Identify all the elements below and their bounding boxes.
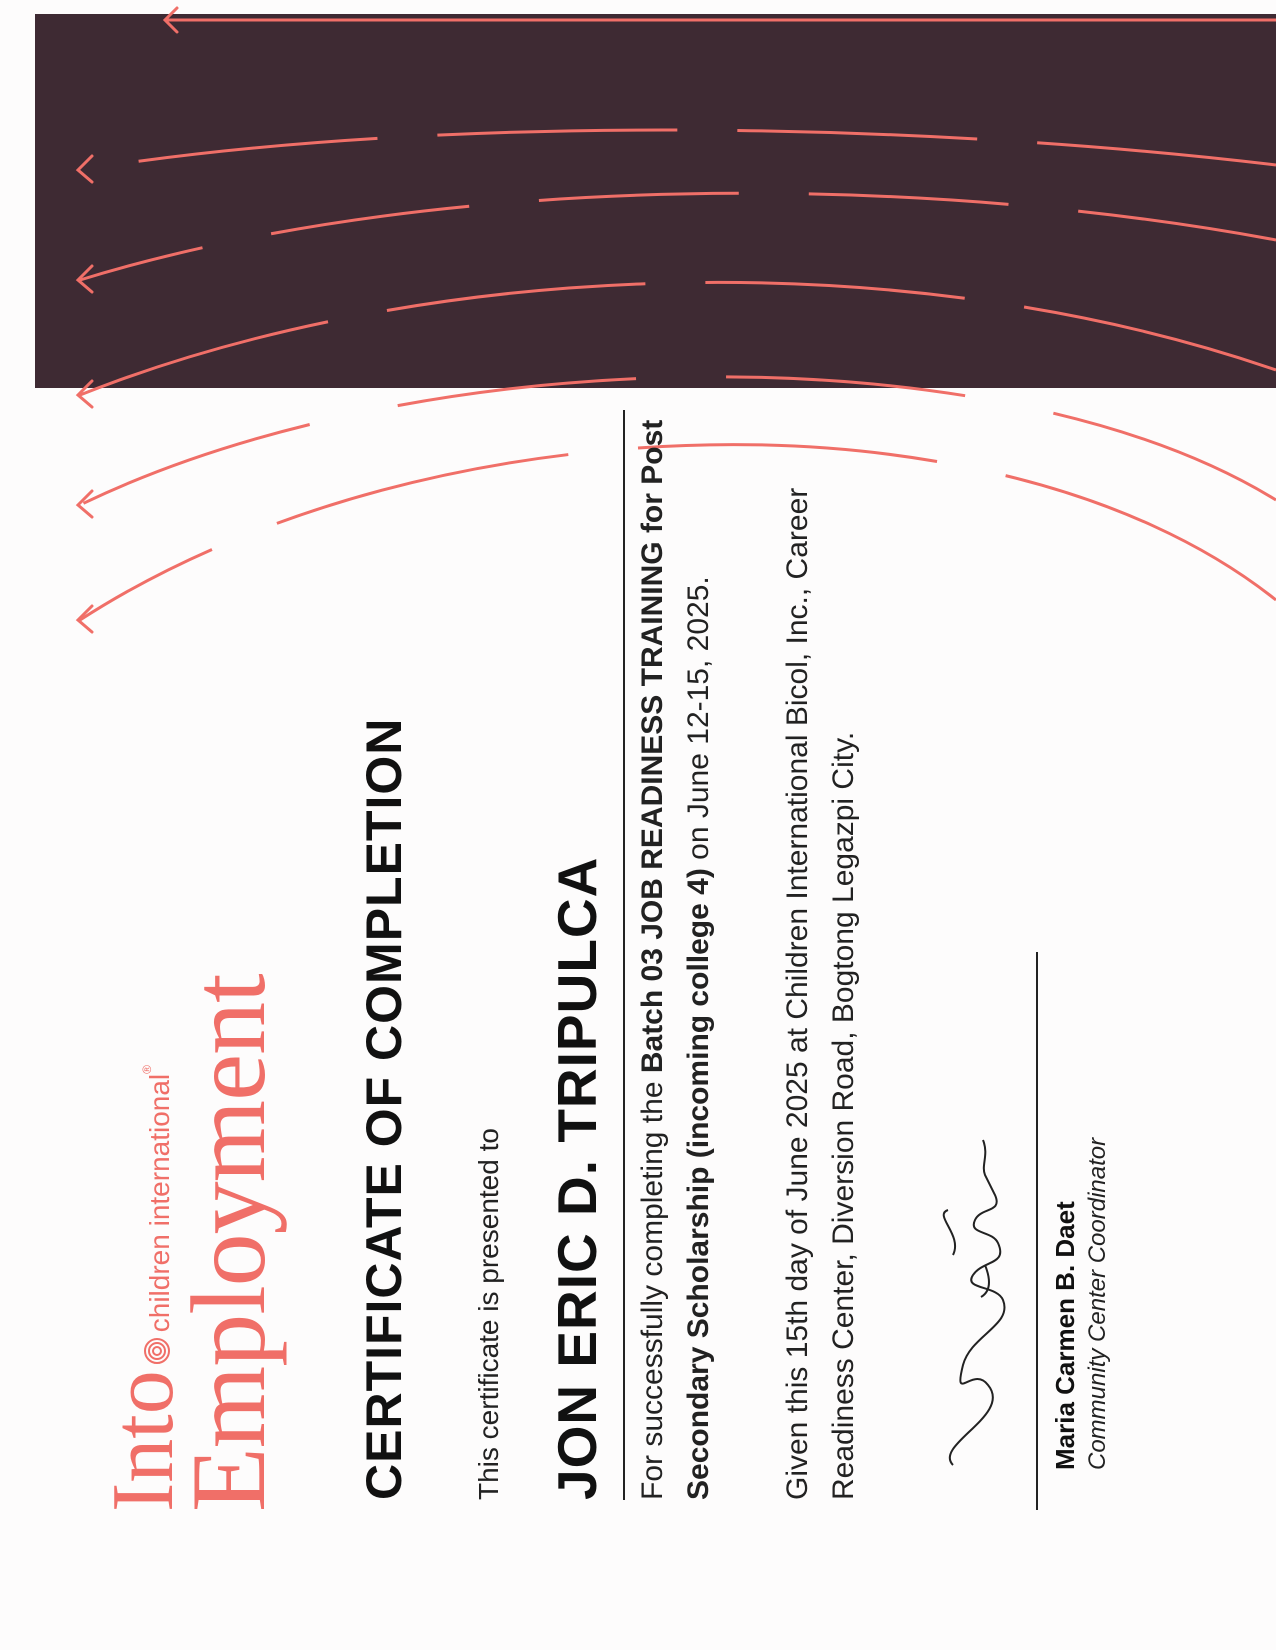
logo-employment-text: Employment — [170, 974, 287, 1512]
completion-statement — [630, 400, 722, 1500]
presented-to-text: This certificate is presented to — [473, 1128, 504, 1500]
signature-image — [893, 1115, 1048, 1475]
signatory-title: Community Center Coordinator — [1084, 1137, 1111, 1470]
body-prefix: For successfully completing the — [636, 1073, 669, 1500]
certificate-title: CERTIFICATE OF COMPLETION — [356, 717, 412, 1500]
logo-org-text: children international — [144, 1073, 175, 1333]
program-name: Batch 03 JOB READINESS TRAINING for Post Secondary Scholarship (incoming college 4) — [636, 419, 715, 1500]
body-suffix: on June 12-15, 2025. — [682, 576, 715, 869]
registered-mark: ® — [140, 1065, 154, 1074]
signatory-name: Maria Carmen B. Daet — [1050, 1201, 1080, 1470]
recipient-name: JON ERIC D. TRIPULCA — [546, 856, 608, 1500]
given-statement: Given this 15th day of June 2025 at Children International Bicol, Inc., Career Readiness Center, Diversion Road, Bogtong Legazpi City. — [781, 487, 860, 1500]
logo-into-text: Into — [95, 1370, 192, 1512]
name-underline — [623, 410, 625, 1500]
signature-line — [1036, 952, 1038, 1510]
